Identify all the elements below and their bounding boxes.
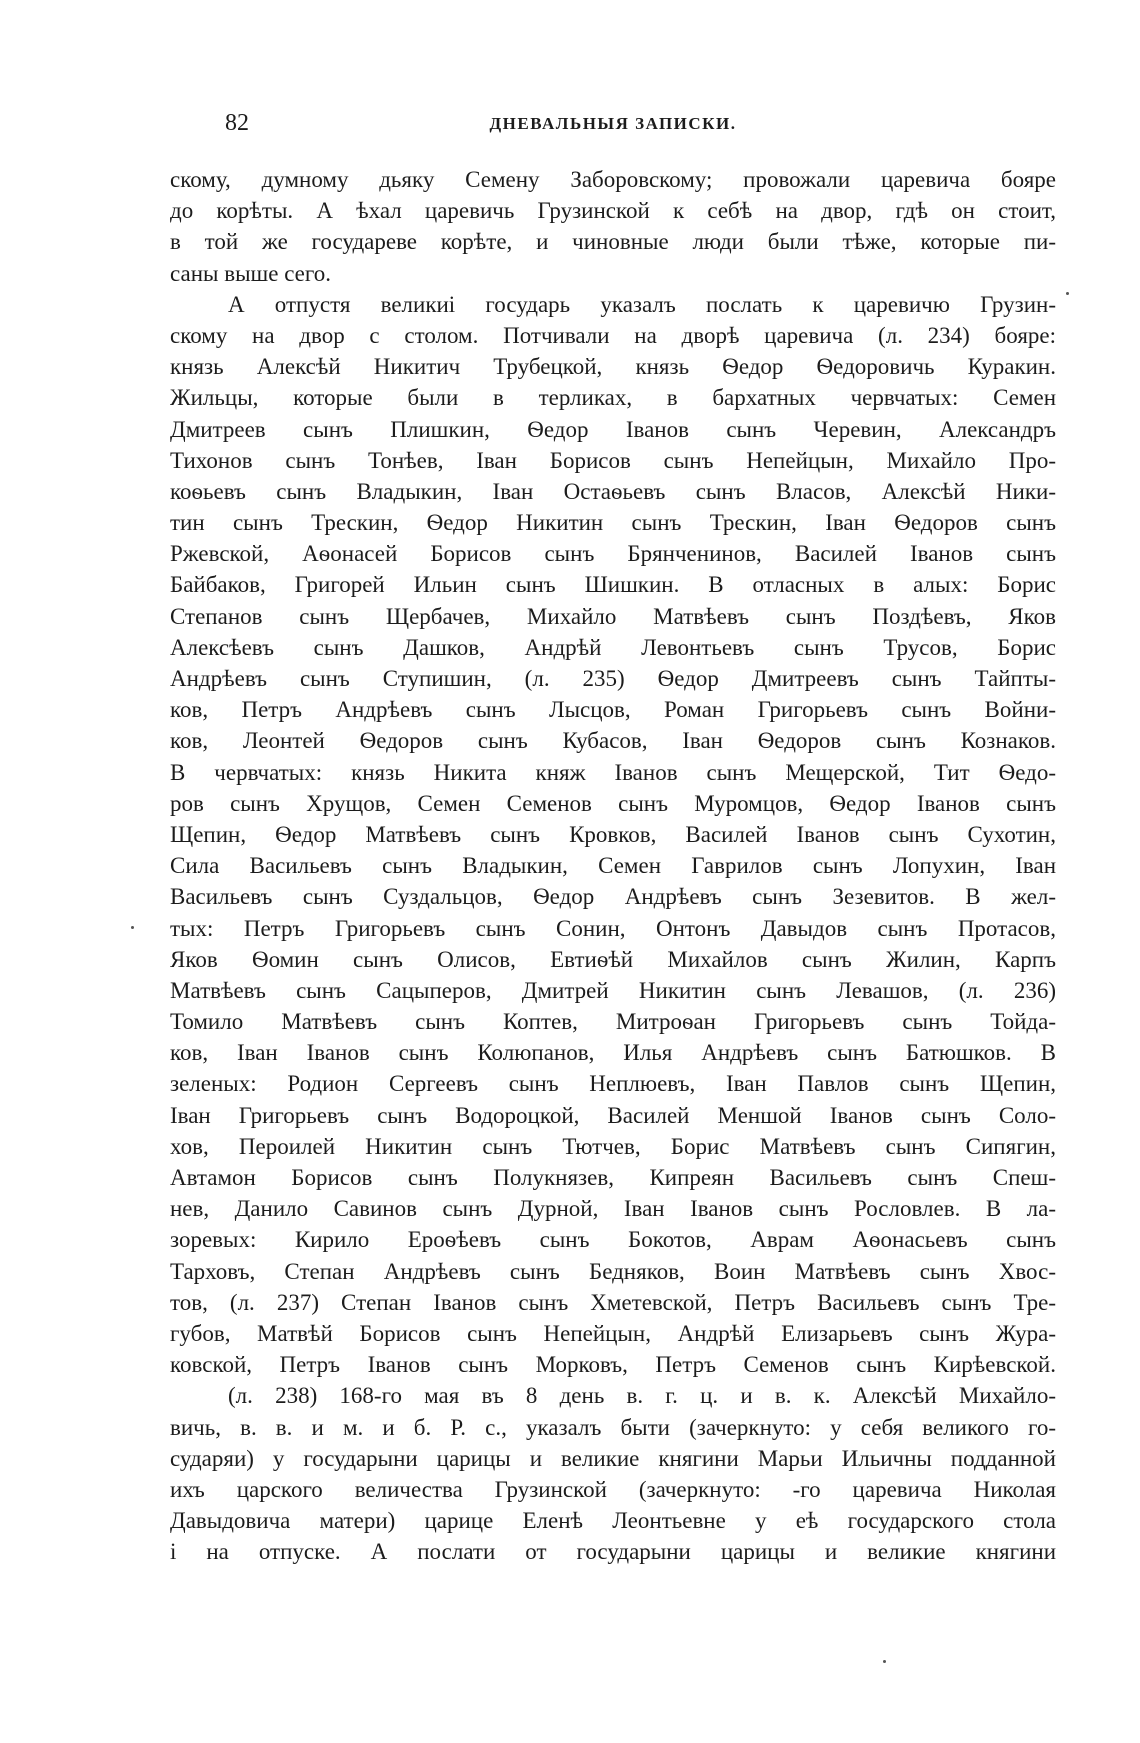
text-line: до корѣты. А ѣхал царевичь Грузинской к себѣ на двор, гдѣ он стоит, xyxy=(170,198,1056,224)
text-line: Жильцы, которые были в терликах, в бархатных червчатых: Семен xyxy=(170,385,1056,411)
text-line: нев, Данило Савинов сынъ Дурной, Іван Іванов сынъ Рословлев. В ла- xyxy=(170,1196,1056,1222)
text-line: Андрѣевъ сынъ Ступишин, (л. 235) Ѳедор Дмитреевъ сынъ Тайпты- xyxy=(170,666,1056,691)
text-line: Томило Матвѣевъ сынъ Коптев, Митроѳан Григорьевъ сынъ Тойда- xyxy=(170,1009,1056,1035)
text-line: Тихонов сынъ Тонѣев, Іван Борисов сынъ Непейцын, Михайло Про- xyxy=(170,447,1056,473)
text-line: князь Алексѣй Никитич Трубецкой, князь Ѳедор Ѳедоровичь Куракин. xyxy=(170,354,1056,380)
text-line: скому на двор с столом. Потчивали на дворѣ царевича (л. 234) бояре: xyxy=(170,322,1056,348)
text-line: губов, Матвѣй Борисов сынъ Непейцын, Андрѣй Елизарьевъ сынъ Жура- xyxy=(170,1320,1056,1346)
text-line: тов, (л. 237) Степан Іванов сынъ Хметевской, Петръ Васильевъ сынъ Тре- xyxy=(170,1289,1056,1315)
text-line: Алексѣевъ сынъ Дашков, Андрѣй Левонтьевъ сынъ Трусов, Борис xyxy=(170,634,1056,660)
paragraph-first-line: А отпустя великиі государь указалъ послать к царевичю Грузин- xyxy=(228,291,1056,317)
text-line: Іван Григорьевъ сынъ Водороцкой, Василей Меншой Іванов сынъ Соло- xyxy=(170,1102,1056,1128)
text-line: В червчатых: князь Никита княж Іванов сынъ Мещерской, Тит Ѳедо- xyxy=(170,759,1056,785)
text-line: хов, Пероилей Никитин сынъ Тютчев, Борис Матвѣевъ сынъ Сипягин, xyxy=(170,1133,1056,1159)
running-title: ДНЕВАЛЬНЫЯ ЗАПИСКИ. xyxy=(489,114,737,133)
text-line: Степанов сынъ Щербачев, Михайло Матвѣевъ сынъ Поздѣевъ, Яков xyxy=(170,603,1056,629)
text-line: ковской, Петръ Іванов сынъ Морковъ, Петръ Семенов сынъ Кирѣевской. xyxy=(170,1352,1056,1378)
body-text xyxy=(170,164,1056,1567)
text-line: тых: Петръ Григорьевъ сынъ Сонин, Онтонъ Давыдов сынъ Протасов, xyxy=(170,915,1056,941)
running-header xyxy=(170,110,1056,146)
text-line: Байбаков, Григорей Ильин сынъ Шишкин. В отласных в алых: Борис xyxy=(170,572,1056,598)
text-line: Яков Ѳомин сынъ Олисов, Евтиѳѣй Михайлов сынъ Жилин, Карпъ xyxy=(170,946,1056,972)
text-line: Дмитреев сынъ Плишкин, Ѳедор Іванов сынъ Черевин, Александръ xyxy=(170,416,1056,442)
text-line: сударяи) у государыни царицы и великие княгини Марьи Ильичны подданной xyxy=(170,1445,1056,1471)
text-line: саны выше сего. xyxy=(170,260,331,286)
text-line: ков, Іван Іванов сынъ Колюпанов, Илья Андрѣевъ сынъ Батюшков. В xyxy=(170,1040,1056,1066)
text-line: Васильевъ сынъ Суздальцов, Ѳедор Андрѣевъ сынъ Зезевитов. В жел- xyxy=(170,884,1056,910)
text-line: ров сынъ Хрущов, Семен Семенов сынъ Муромцов, Ѳедор Іванов сынъ xyxy=(170,790,1056,816)
text-line: Щепин, Ѳедор Матвѣевъ сынъ Кровков, Василей Іванов сынъ Сухотин, xyxy=(170,821,1056,847)
document-page xyxy=(170,110,1056,1567)
text-line: ков, Леонтей Ѳедоров сынъ Кубасов, Іван Ѳедоров сынъ Кознаков. xyxy=(170,728,1056,754)
text-line: коѳьевъ сынъ Владыкин, Іван Остаѳьевъ сынъ Власов, Алексѣй Ники- xyxy=(170,478,1056,504)
page-number: 82 xyxy=(225,110,249,136)
text-line: Ржевской, Аѳонасей Борисов сынъ Брянченинов, Василей Іванов сынъ xyxy=(170,541,1056,567)
text-line: ков, Петръ Андрѣевъ сынъ Лысцов, Роман Григорьевъ сынъ Войни- xyxy=(170,697,1056,723)
text-line: Автамон Борисов сынъ Полукнязев, Кипреян Васильевъ сынъ Спеш- xyxy=(170,1165,1056,1190)
text-line: в той же государеве корѣте, и чиновные люди были тѣже, которые пи- xyxy=(170,229,1056,255)
text-line: зоревых: Кирило Ероѳѣевъ сынъ Бокотов, Аврам Аѳонасьевъ сынъ xyxy=(170,1227,1056,1253)
text-line: ихъ царского величества Грузинской (зачеркнуто: -го царевича Николая xyxy=(170,1476,1056,1502)
text-line: скому, думному дьяку Семену Заборовскому; провожали царевича бояре xyxy=(170,167,1056,192)
text-line: Матвѣевъ сынъ Сацыперов, Дмитрей Никитин сынъ Левашов, (л. 236) xyxy=(170,977,1056,1003)
text-line: зеленых: Родион Сергеевъ сынъ Неплюевъ, Іван Павлов сынъ Щепин, xyxy=(170,1071,1056,1097)
text-line: тин сынъ Трескин, Ѳедор Никитин сынъ Трескин, Іван Ѳедоров сынъ xyxy=(170,510,1056,536)
text-line: вичь, в. в. и м. и б. Р. с., указалъ быти (зачеркнуто: у себя великого го- xyxy=(170,1414,1056,1440)
text-line: Сила Васильевъ сынъ Владыкин, Семен Гаврилов сынъ Лопухин, Іван xyxy=(170,853,1056,879)
print-speck xyxy=(883,1660,886,1663)
text-line: Давыдовича матери) царице Еленѣ Леонтьевне у еѣ государского стола xyxy=(170,1508,1056,1534)
paragraph-first-line: (л. 238) 168-го мая въ 8 день в. г. ц. и в. к. Алексѣй Михайло- xyxy=(228,1383,1056,1409)
text-line: і на отпуске. А послати от государыни царицы и великие княгини xyxy=(170,1539,1056,1565)
print-speck xyxy=(131,926,134,929)
text-line: Тарховъ, Степан Андрѣевъ сынъ Бедняков, Воин Матвѣевъ сынъ Хвос- xyxy=(170,1258,1056,1284)
print-speck xyxy=(1066,292,1069,295)
